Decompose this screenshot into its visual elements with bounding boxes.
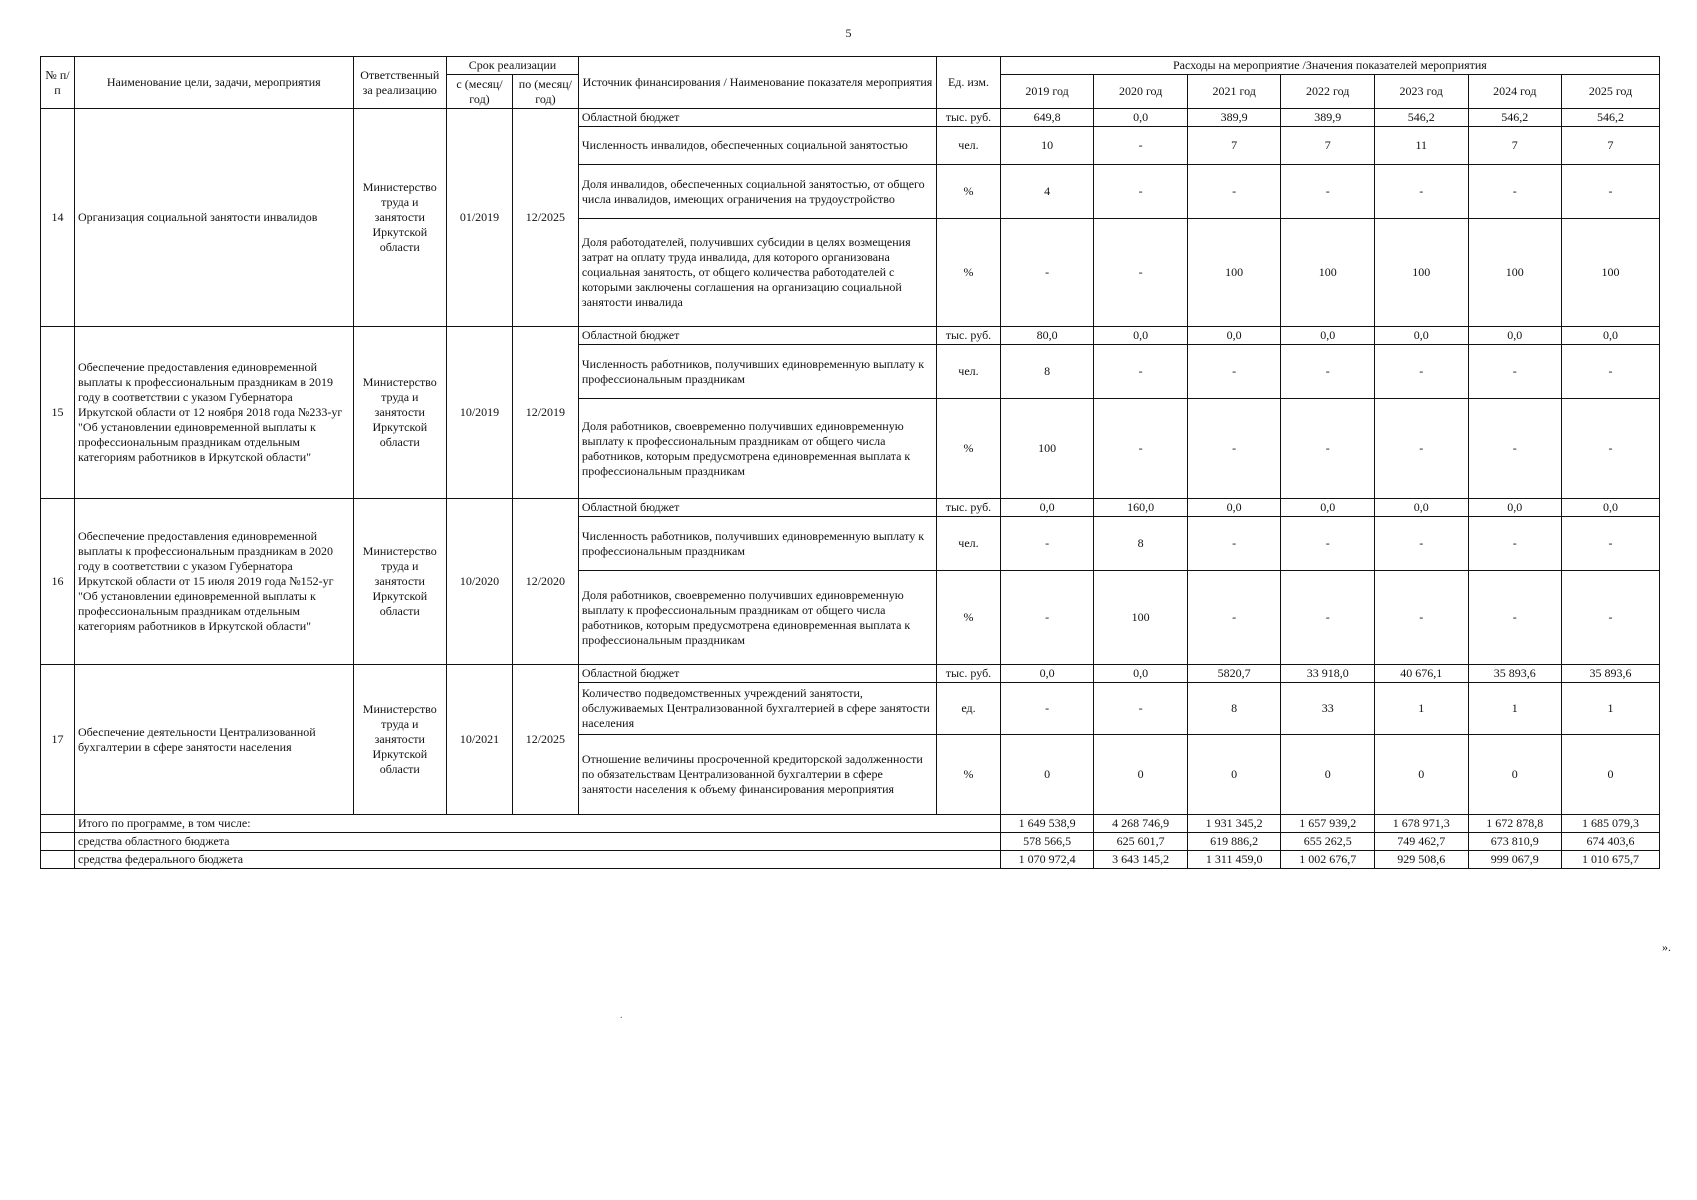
value-cell: - xyxy=(1281,165,1375,219)
value-cell: 40 676,1 xyxy=(1374,665,1468,683)
totals-label: Итого по программе, в том числе: xyxy=(75,815,1001,833)
value-cell: 0 xyxy=(1000,735,1094,815)
value-cell: 35 893,6 xyxy=(1562,665,1660,683)
value-cell: 7 xyxy=(1468,127,1562,165)
header-unit: Ед. изм. xyxy=(937,57,1001,109)
header-year: 2021 год xyxy=(1187,75,1281,109)
period-from: 10/2021 xyxy=(447,665,513,815)
value-cell: 0 xyxy=(1187,735,1281,815)
unit-cell: тыс. руб. xyxy=(937,109,1001,127)
page-number: 5 xyxy=(845,26,852,40)
totals-value: 999 067,9 xyxy=(1468,851,1562,869)
period-to: 12/2025 xyxy=(512,665,578,815)
period-from: 10/2020 xyxy=(447,499,513,665)
value-cell: 0,0 xyxy=(1094,109,1188,127)
totals-value: 1 010 675,7 xyxy=(1562,851,1660,869)
totals-row xyxy=(41,833,1660,851)
totals-value: 1 657 939,2 xyxy=(1281,815,1375,833)
header-period: Срок реализации xyxy=(447,57,579,75)
totals-row xyxy=(41,815,1660,833)
totals-value: 3 643 145,2 xyxy=(1094,851,1188,869)
header-period-to: по (месяц/ год) xyxy=(512,75,578,109)
value-cell: 0 xyxy=(1562,735,1660,815)
unit-cell: тыс. руб. xyxy=(937,327,1001,345)
value-cell: 0,0 xyxy=(1562,327,1660,345)
value-cell: - xyxy=(1187,345,1281,399)
value-cell: 0,0 xyxy=(1281,499,1375,517)
period-from: 01/2019 xyxy=(447,109,513,327)
row-number: 14 xyxy=(41,109,75,327)
header-year: 2020 год xyxy=(1094,75,1188,109)
unit-cell: % xyxy=(937,735,1001,815)
value-cell: - xyxy=(1562,571,1660,665)
totals-value: 674 403,6 xyxy=(1562,833,1660,851)
value-cell: 100 xyxy=(1187,219,1281,327)
header-year: 2023 год xyxy=(1374,75,1468,109)
table-row xyxy=(41,499,1660,517)
value-cell: - xyxy=(1094,219,1188,327)
value-cell: 100 xyxy=(1374,219,1468,327)
value-cell: 0,0 xyxy=(1374,499,1468,517)
value-cell: 0 xyxy=(1281,735,1375,815)
responsible-body: Министерство труда и занятости Иркутской области xyxy=(353,109,447,327)
value-cell: 100 xyxy=(1000,399,1094,499)
header-year: 2025 год xyxy=(1562,75,1660,109)
row-number: 17 xyxy=(41,665,75,815)
row-number: 15 xyxy=(41,327,75,499)
header-year: 2024 год xyxy=(1468,75,1562,109)
value-cell: 0,0 xyxy=(1094,665,1188,683)
value-cell: 0,0 xyxy=(1468,499,1562,517)
totals-blank xyxy=(41,815,75,833)
value-cell: 1 xyxy=(1468,683,1562,735)
unit-cell: тыс. руб. xyxy=(937,665,1001,683)
value-cell: 35 893,6 xyxy=(1468,665,1562,683)
value-cell: 100 xyxy=(1468,219,1562,327)
totals-blank xyxy=(41,833,75,851)
header-year: 2019 год xyxy=(1000,75,1094,109)
value-cell: - xyxy=(1374,399,1468,499)
totals-value: 619 886,2 xyxy=(1187,833,1281,851)
totals-value: 749 462,7 xyxy=(1374,833,1468,851)
value-cell: 7 xyxy=(1281,127,1375,165)
totals-value: 1 672 878,8 xyxy=(1468,815,1562,833)
value-cell: - xyxy=(1094,127,1188,165)
header-responsible: Ответственный за реализацию xyxy=(353,57,447,109)
value-cell: - xyxy=(1281,517,1375,571)
value-cell: - xyxy=(1468,399,1562,499)
totals-value: 929 508,6 xyxy=(1374,851,1468,869)
header-name: Наименование цели, задачи, мероприятия xyxy=(75,57,354,109)
value-cell: 0,0 xyxy=(1094,327,1188,345)
totals-value: 1 070 972,4 xyxy=(1000,851,1094,869)
value-cell: 0,0 xyxy=(1000,499,1094,517)
value-cell: 1 xyxy=(1374,683,1468,735)
table-row xyxy=(41,109,1660,127)
value-cell: - xyxy=(1281,571,1375,665)
value-cell: 8 xyxy=(1094,517,1188,571)
value-cell: - xyxy=(1468,517,1562,571)
value-cell: - xyxy=(1468,571,1562,665)
value-cell: 100 xyxy=(1281,219,1375,327)
value-cell: 33 918,0 xyxy=(1281,665,1375,683)
value-cell: 546,2 xyxy=(1562,109,1660,127)
value-cell: - xyxy=(1000,571,1094,665)
unit-cell: ед. xyxy=(937,683,1001,735)
end-mark: ». xyxy=(1662,940,1671,954)
row-number: 16 xyxy=(41,499,75,665)
value-cell: 5820,7 xyxy=(1187,665,1281,683)
value-cell: 389,9 xyxy=(1187,109,1281,127)
value-cell: - xyxy=(1562,517,1660,571)
value-cell: 7 xyxy=(1187,127,1281,165)
activity-name: Обеспечение предоставления единовременной выплаты к профессиональным праздникам в 2019 году в соответствии с указом Губернатора Иркутской области от 12 ноября 2018 года №233-уг "Об установлении единовременной выплаты к профессиональным праздникам отдельным категориям работников в Иркутской области" xyxy=(75,327,354,499)
funding-source: Численность работников, получивших единовременную выплату к профессиональным праздникам xyxy=(578,345,936,399)
funding-source: Численность работников, получивших единовременную выплату к профессиональным праздникам xyxy=(578,517,936,571)
funding-source: Областной бюджет xyxy=(578,665,936,683)
value-cell: - xyxy=(1281,399,1375,499)
totals-label: средства областного бюджета xyxy=(75,833,1001,851)
totals-value: 4 268 746,9 xyxy=(1094,815,1188,833)
header-period-from: с (месяц/ год) xyxy=(447,75,513,109)
value-cell: 0,0 xyxy=(1562,499,1660,517)
value-cell: 649,8 xyxy=(1000,109,1094,127)
value-cell: - xyxy=(1094,683,1188,735)
totals-value: 1 649 538,9 xyxy=(1000,815,1094,833)
value-cell: 0 xyxy=(1094,735,1188,815)
funding-source: Областной бюджет xyxy=(578,327,936,345)
value-cell: - xyxy=(1468,345,1562,399)
value-cell: - xyxy=(1562,399,1660,499)
responsible-body: Министерство труда и занятости Иркутской области xyxy=(353,327,447,499)
value-cell: - xyxy=(1374,345,1468,399)
totals-value: 673 810,9 xyxy=(1468,833,1562,851)
value-cell: - xyxy=(1187,165,1281,219)
value-cell: 0,0 xyxy=(1374,327,1468,345)
funding-source: Доля работников, своевременно получивших единовременную выплату к профессиональным праздникам от общего числа работников, которым предусмотрена единовременная выплата к профессиональным праздникам xyxy=(578,571,936,665)
totals-value: 1 002 676,7 xyxy=(1281,851,1375,869)
value-cell: - xyxy=(1374,571,1468,665)
value-cell: 0,0 xyxy=(1281,327,1375,345)
value-cell: - xyxy=(1187,399,1281,499)
period-to: 12/2019 xyxy=(512,327,578,499)
totals-value: 1 311 459,0 xyxy=(1187,851,1281,869)
value-cell: 1 xyxy=(1562,683,1660,735)
unit-cell: тыс. руб. xyxy=(937,499,1001,517)
unit-cell: % xyxy=(937,219,1001,327)
table-header xyxy=(41,57,1660,109)
value-cell: 33 xyxy=(1281,683,1375,735)
value-cell: - xyxy=(1094,399,1188,499)
value-cell: 160,0 xyxy=(1094,499,1188,517)
value-cell: 100 xyxy=(1562,219,1660,327)
funding-source: Доля инвалидов, обеспеченных социальной занятостью, от общего числа инвалидов, имеющих ограничения на трудоустройство xyxy=(578,165,936,219)
value-cell: 546,2 xyxy=(1374,109,1468,127)
value-cell: 0,0 xyxy=(1468,327,1562,345)
value-cell: 100 xyxy=(1094,571,1188,665)
value-cell: - xyxy=(1000,219,1094,327)
value-cell: - xyxy=(1468,165,1562,219)
totals-label: средства федерального бюджета xyxy=(75,851,1001,869)
value-cell: - xyxy=(1094,345,1188,399)
value-cell: 8 xyxy=(1000,345,1094,399)
value-cell: 0,0 xyxy=(1000,665,1094,683)
period-to: 12/2025 xyxy=(512,109,578,327)
header-year: 2022 год xyxy=(1281,75,1375,109)
activity-name: Организация социальной занятости инвалидов xyxy=(75,109,354,327)
funding-source: Доля работников, своевременно получивших единовременную выплату к профессиональным праздникам от общего числа работников, которым предусмотрена единовременная выплата к профессиональным праздникам xyxy=(578,399,936,499)
value-cell: - xyxy=(1562,345,1660,399)
value-cell: 4 xyxy=(1000,165,1094,219)
unit-cell: чел. xyxy=(937,517,1001,571)
activity-name: Обеспечение деятельности Централизованной бухгалтерии в сфере занятости населения xyxy=(75,665,354,815)
responsible-body: Министерство труда и занятости Иркутской области xyxy=(353,665,447,815)
funding-source: Доля работодателей, получивших субсидии в целях возмещения затрат на оплату труда инвалида, для которого организована социальная занятость, от общего количества работодателей с которыми заключены соглашения на организацию социальной занятости инвалида xyxy=(578,219,936,327)
totals-value: 1 931 345,2 xyxy=(1187,815,1281,833)
value-cell: - xyxy=(1374,165,1468,219)
table-row xyxy=(41,327,1660,345)
header-source: Источник финансирования / Наименование показателя мероприятия xyxy=(578,57,936,109)
value-cell: 0,0 xyxy=(1187,327,1281,345)
funding-source: Областной бюджет xyxy=(578,499,936,517)
scan-dot: . xyxy=(620,1010,623,1021)
unit-cell: чел. xyxy=(937,127,1001,165)
activity-name: Обеспечение предоставления единовременной выплаты к профессиональным праздникам в 2020 году в соответствии с указом Губернатора Иркутской области от 15 июля 2019 года №152-уг "Об установлении единовременной выплаты к профессиональным праздникам отдельным категориям работников в Иркутской области" xyxy=(75,499,354,665)
value-cell: - xyxy=(1187,571,1281,665)
value-cell: 389,9 xyxy=(1281,109,1375,127)
unit-cell: % xyxy=(937,165,1001,219)
funding-source: Численность инвалидов, обеспеченных социальной занятостью xyxy=(578,127,936,165)
value-cell: - xyxy=(1187,517,1281,571)
period-from: 10/2019 xyxy=(447,327,513,499)
totals-value: 1 678 971,3 xyxy=(1374,815,1468,833)
unit-cell: % xyxy=(937,399,1001,499)
unit-cell: % xyxy=(937,571,1001,665)
totals-blank xyxy=(41,851,75,869)
totals-row xyxy=(41,851,1660,869)
period-to: 12/2020 xyxy=(512,499,578,665)
funding-source: Количество подведомственных учреждений занятости, обслуживаемых Централизованной бухгалтерией в сфере занятости населения xyxy=(578,683,936,735)
value-cell: - xyxy=(1281,345,1375,399)
header-num: № п/п xyxy=(41,57,75,109)
value-cell: - xyxy=(1000,683,1094,735)
responsible-body: Министерство труда и занятости Иркутской области xyxy=(353,499,447,665)
value-cell: - xyxy=(1000,517,1094,571)
header-expenses: Расходы на мероприятие /Значения показателей мероприятия xyxy=(1000,57,1659,75)
value-cell: 11 xyxy=(1374,127,1468,165)
funding-source: Областной бюджет xyxy=(578,109,936,127)
table-row xyxy=(41,665,1660,683)
value-cell: - xyxy=(1374,517,1468,571)
funding-source: Отношение величины просроченной кредиторской задолженности по обязательствам Централизованной бухгалтерии в сфере занятости населения к объему финансирования мероприятия xyxy=(578,735,936,815)
value-cell: 0 xyxy=(1468,735,1562,815)
totals-value: 655 262,5 xyxy=(1281,833,1375,851)
value-cell: 546,2 xyxy=(1468,109,1562,127)
totals-value: 578 566,5 xyxy=(1000,833,1094,851)
value-cell: - xyxy=(1094,165,1188,219)
program-activities-table xyxy=(40,56,1660,869)
value-cell: 0 xyxy=(1374,735,1468,815)
value-cell: 0,0 xyxy=(1187,499,1281,517)
unit-cell: чел. xyxy=(937,345,1001,399)
value-cell: 7 xyxy=(1562,127,1660,165)
totals-value: 625 601,7 xyxy=(1094,833,1188,851)
totals-value: 1 685 079,3 xyxy=(1562,815,1660,833)
value-cell: 8 xyxy=(1187,683,1281,735)
value-cell: 80,0 xyxy=(1000,327,1094,345)
value-cell: - xyxy=(1562,165,1660,219)
value-cell: 10 xyxy=(1000,127,1094,165)
table-body xyxy=(41,109,1660,869)
